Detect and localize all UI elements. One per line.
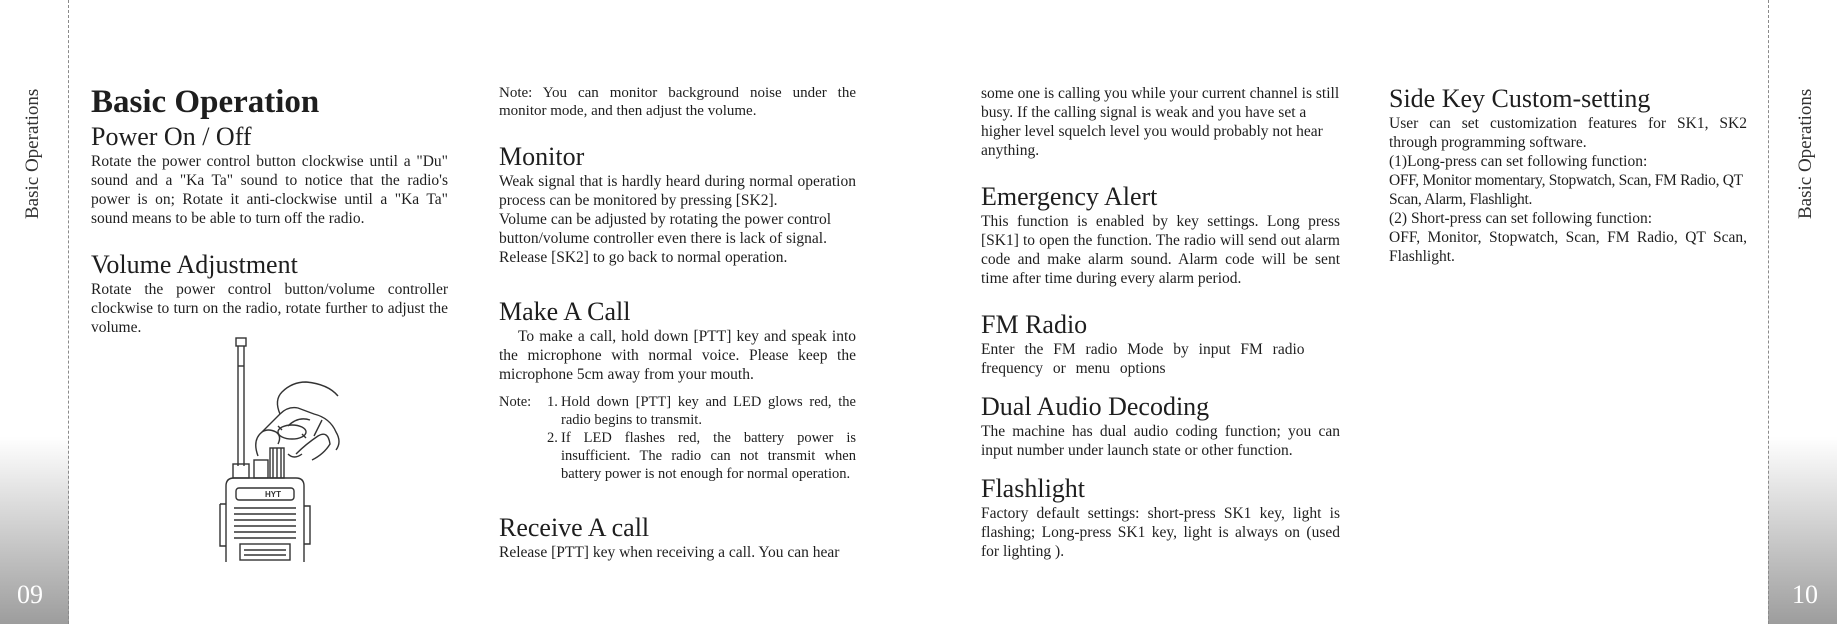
radio-knob-hand-illustration [218,336,348,562]
dual-audio-text: The machine has dual audio coding function; you can input number under launch state or other function. [981,423,1340,459]
page-number-left: 09 [17,580,43,609]
receive-continued-text: some one is calling you while your current channel is still busy. If the calling signal is weak and you have set a higher level squelch level you would probably not hear anything. [981,85,1340,159]
right-page-margin [1768,0,1837,624]
fm-radio-text: Enter the FM radio Mode by input FM radio frequency or menu options [981,341,1305,377]
short-press-list: OFF, Monitor, Stopwatch, Scan, FM Radio, QT Scan, Flashlight. [1389,229,1747,265]
long-press-list: OFF, Monitor momentary, Stopwatch, Scan, FM Radio, QT Scan, Alarm, Flashlight. [1389,172,1743,208]
heading-fm-radio: FM Radio [981,310,1088,339]
volume-text: Rotate the power control button/volume controller clockwise to turn on the radio, rotate further to adjust the volume. [91,281,448,336]
monitor-text-3: Release [SK2] to go back to normal operation. [499,249,788,266]
heading-emergency-alert: Emergency Alert [981,182,1158,211]
column-alerts-radio [981,84,1340,561]
make-call-text: To make a call, hold down [PTT] key and speak into the microphone with normal voice. Please keep the microphone 5cm away from your mouth. [499,328,856,383]
left-side-label: Basic Operations [22,88,43,220]
heading-power-on-off: Power On / Off [91,122,252,151]
column-side-key [1389,84,1747,266]
note-text-1: Hold down [PTT] key and LED glows red, the radio begins to transmit. [561,394,856,428]
heading-receive-a-call: Receive A call [499,513,650,542]
side-key-intro: User can set customization features for SK1, SK2 through programming software. [1389,115,1747,151]
heading-side-key-custom-setting: Side Key Custom-setting [1389,84,1651,113]
note-item: Note: 1. Hold down [PTT] key and LED glows red, the radio begins to transmit. [499,394,856,428]
column-monitor-call [499,84,856,562]
monitor-text-2: Volume can be adjusted by rotating the power control button/volume controller even there is lack of signal. [499,211,832,247]
monitor-text-1: Weak signal that is hardly heard during normal operation process can be monitored by pressing [SK2]. [499,173,856,209]
column-basic-operation [91,84,448,337]
receive-call-text: Release [PTT] key when receiving a call. You can hear [499,544,840,561]
heading-dual-audio-decoding: Dual Audio Decoding [981,392,1210,421]
make-call-notes [499,393,856,483]
left-page-margin [0,0,69,624]
note-text-2: If LED flashes red, the battery power is insufficient. The radio can not transmit when battery power is not enough for normal operation. [561,430,856,482]
right-side-label: Basic Operations [1795,88,1816,220]
brand-label: HYT [265,490,281,499]
heading-make-a-call: Make A Call [499,297,631,326]
note-label: Note: [499,394,532,410]
note-item: 2. If LED flashes red, the battery power is insufficient. The radio can not transmit when battery power is not enough for normal operation. [547,430,856,482]
heading-flashlight: Flashlight [981,474,1086,503]
power-text: Rotate the power control button clockwise until a "Du" sound and a "Ka Ta" sound to notice that the radio's power is on; Rotate it anti-clockwise until a "Ka Ta" sound means to be able to turn off the radio. [91,153,448,227]
page-number-right: 10 [1792,580,1818,609]
long-press-label: (1)Long-press can set following function: [1389,153,1648,170]
short-press-label: (2) Short-press can set following function: [1389,210,1653,227]
heading-volume-adjustment: Volume Adjustment [91,250,298,279]
heading-monitor: Monitor [499,142,585,171]
flashlight-text: Factory default settings: short-press SK1 key, light is flashing; Long-press SK1 key, light is always on (used for lighting ). [981,505,1340,560]
emergency-text: This function is enabled by key settings. Long press [SK1] to open the function. The radio will send out alarm code and make alarm sound. Alarm code will be sent time after time during every alarm period. [981,213,1340,287]
monitor-note: Note: You can monitor background noise under the monitor mode, and then adjust the volume. [499,85,856,119]
page-title: Basic Operation [91,84,320,120]
